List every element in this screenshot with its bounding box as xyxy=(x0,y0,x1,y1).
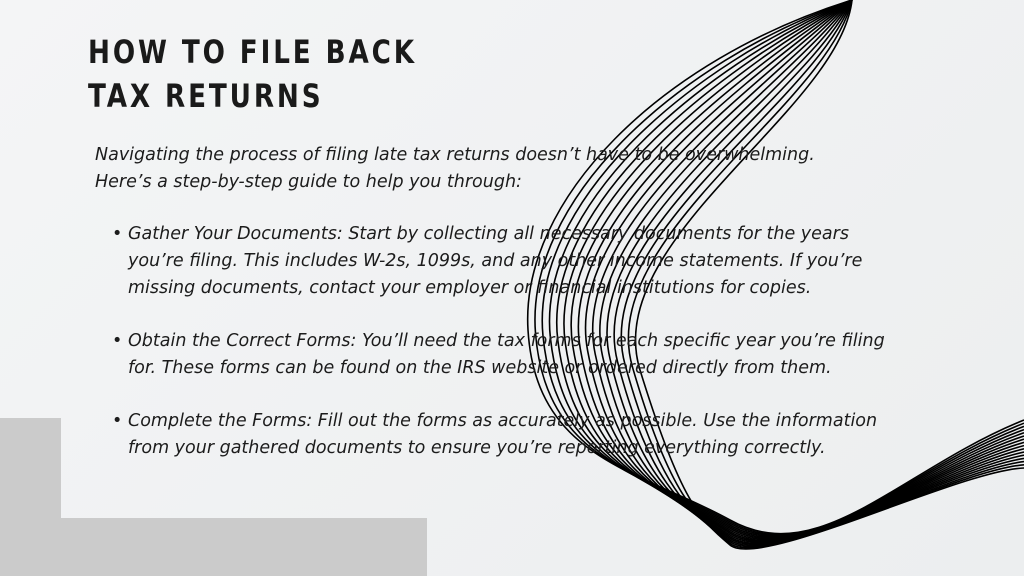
bullet-icon: • xyxy=(112,411,123,431)
list-item xyxy=(110,408,890,462)
step-text: Gather Your Documents: Start by collecting all necessary documents for the years you’re filing. This includes W-2s, 1099s, and any other income statements. If you’re missing documents, contact your employer or financial institutions for copies. xyxy=(128,224,863,298)
intro-paragraph: Navigating the process of filing late tax returns doesn’t have to be overwhelming. Here’s a step-by-step guide to help you through: xyxy=(95,145,815,192)
list-item xyxy=(110,221,890,302)
step-text: Obtain the Correct Forms: You’ll need the tax forms for each specific year you’re filing for. These forms can be found on the IRS website or ordered directly from them. xyxy=(128,331,885,378)
step-text: Complete the Forms: Fill out the forms as accurately as possible. Use the information from your gathered documents to ensure you’re reporting everything correctly. xyxy=(128,411,878,458)
page-title: HOW TO FILE BACK TAX RETURNS xyxy=(88,33,417,115)
bullet-icon: • xyxy=(112,331,123,351)
steps-list xyxy=(110,221,890,488)
bullet-icon: • xyxy=(112,224,123,244)
list-item xyxy=(110,328,890,382)
